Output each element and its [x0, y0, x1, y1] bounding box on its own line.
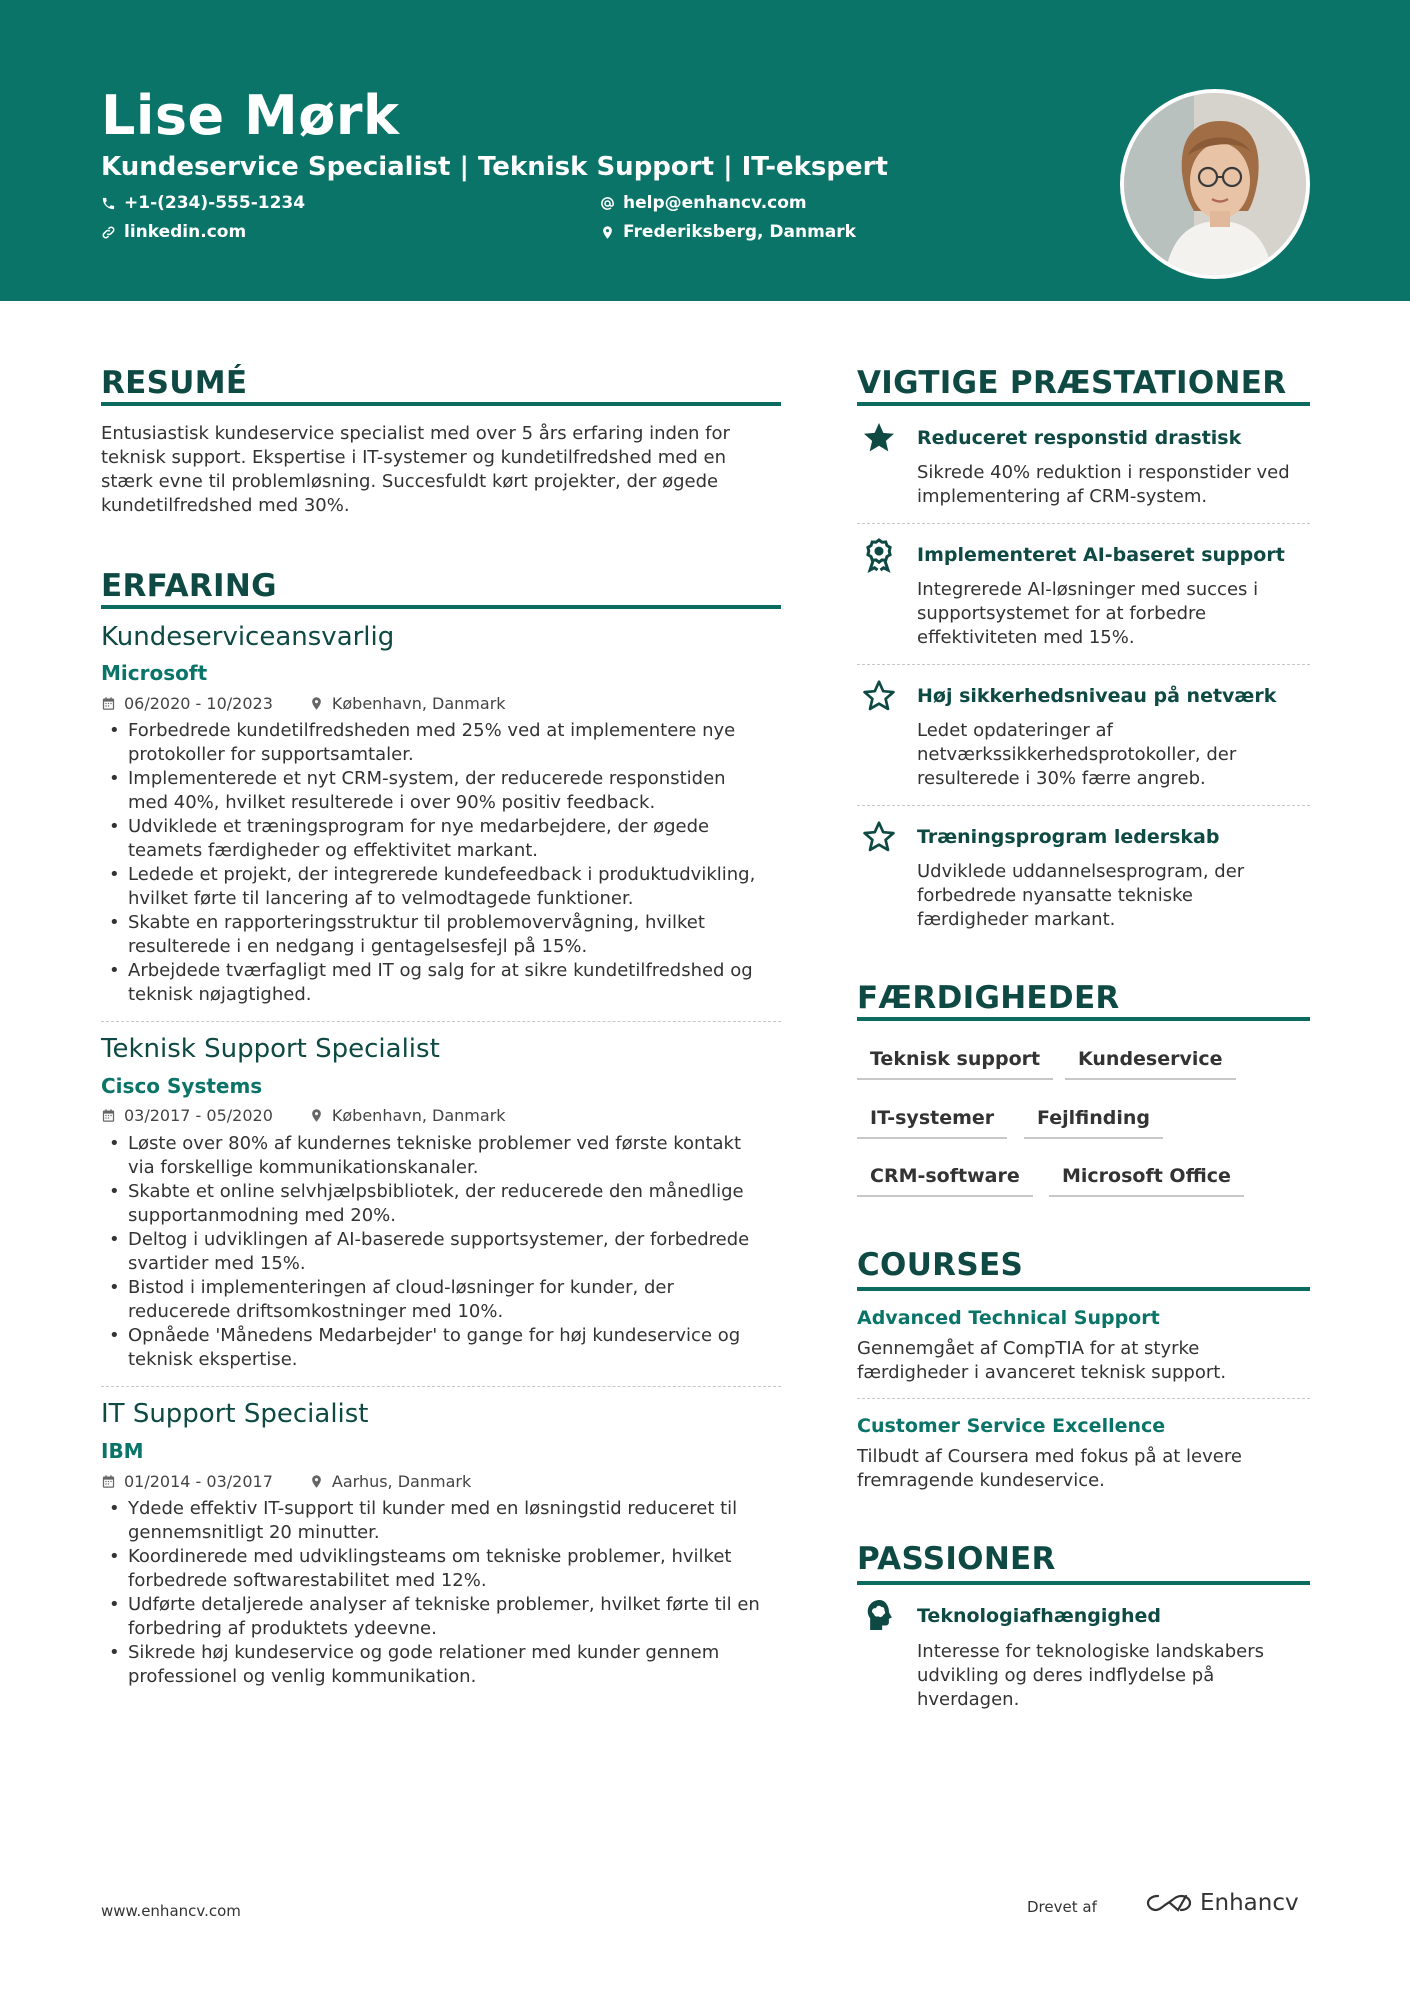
passion-desc: Interesse for teknologiske landskabers udvikling og deres indflydelse på hverdagen.: [917, 1641, 1264, 1710]
bullet-item: • Implementerede et nyt CRM-system, der reducerede responstiden med 40%, hvilket resulterede i over 90% positiv feedback.: [101, 767, 781, 815]
bullet-item: • Sikrede høj kundeservice og gode relationer med kunder gennem professionel og venlig kommunikation.: [101, 1641, 781, 1689]
summary-line: Entusiastisk kundeservice specialist med over 5 års erfaring inden for: [101, 423, 730, 444]
footer-powered-by: Drevet af: [1027, 1898, 1097, 1916]
enhancv-logo-icon: [1146, 1891, 1192, 1915]
job-bullets: [101, 1132, 781, 1372]
job-title: Teknisk Support Specialist: [101, 1034, 440, 1064]
contact-email[interactable]: [600, 193, 807, 213]
course-title: Advanced Technical Support: [857, 1307, 1160, 1329]
achievement-desc: Ledet opdateringer af netværkssikkerhedsprotokoller, der resulterede i 30% færre angreb.: [917, 720, 1237, 789]
calendar-icon: [101, 696, 116, 711]
job-location: København, Danmark: [331, 694, 506, 713]
contact-phone[interactable]: [101, 193, 305, 213]
achievement-title: Høj sikkerhedsniveau på netværk: [917, 685, 1277, 707]
phone-text: +1-(234)-555-1234: [124, 193, 306, 213]
location-pin-icon: [600, 225, 615, 240]
candidate-name: Lise Mørk: [101, 84, 400, 147]
job-divider: [101, 1386, 781, 1387]
bullet-item: • Udviklede et træningsprogram for nye medarbejdere, der øgede teamets færdigheder og effektivitet markant.: [101, 815, 781, 863]
courses-rule: [857, 1287, 1310, 1291]
phone-icon: [101, 196, 116, 211]
bullet-item: • Løste over 80% af kundernes tekniske problemer ved første kontakt via forskellige kommunikationskanaler.: [101, 1132, 781, 1180]
achievement-title: Træningsprogram lederskab: [917, 826, 1220, 848]
job-dates: 01/2014 - 03/2017: [124, 1472, 273, 1491]
job-title: Kundeserviceansvarlig: [101, 622, 395, 652]
job-bullets: [101, 719, 781, 1007]
skill-tag: Teknisk support: [857, 1048, 1053, 1080]
job-location: Aarhus, Danmark: [331, 1472, 472, 1491]
bullet-item: • Deltog i udviklingen af AI-baserede supportsystemer, der forbedrede svartider med 15%.: [101, 1228, 781, 1276]
brand-name: Enhancv: [1200, 1890, 1299, 1916]
calendar-icon: [101, 1108, 116, 1123]
star-outline-icon: [861, 678, 897, 714]
job-divider: [101, 1021, 781, 1022]
summary-line: stærk evne til problemløsning. Succesfuldt kørt projekter, der øgede: [101, 471, 719, 492]
summary-line: teknisk support. Ekspertise i IT-systemer og kundetilfredshed med en: [101, 447, 726, 468]
passion-title: Teknologiafhængighed: [917, 1605, 1161, 1627]
job-bullets: [101, 1497, 781, 1689]
skill-tag: Kundeservice: [1065, 1048, 1236, 1080]
email-text: help@enhancv.com: [623, 193, 807, 213]
profile-photo: [1120, 89, 1310, 279]
star-outline-icon: [861, 819, 897, 855]
job-meta: [101, 1106, 506, 1125]
summary-rule: [101, 402, 781, 406]
bullet-item: • Ledede et projekt, der integrerede kundefeedback i produktudvikling, hvilket førte til lancering af to velmodtagede funktioner.: [101, 863, 781, 911]
skill-tag: CRM-software: [857, 1165, 1033, 1197]
experience-heading: ERFARING: [101, 568, 277, 604]
job-company: Cisco Systems: [101, 1074, 263, 1098]
passions-rule: [857, 1581, 1310, 1585]
linkedin-text: linkedin.com: [124, 222, 247, 242]
bullet-item: • Koordinerede med udviklingsteams om tekniske problemer, hvilket forbedrede softwarestabilitet med 12%.: [101, 1545, 781, 1593]
bullet-item: • Opnåede 'Månedens Medarbejder' to gange for høj kundeservice og teknisk ekspertise.: [101, 1324, 781, 1372]
achievement-divider: [857, 664, 1310, 665]
location-pin-icon: [309, 1474, 324, 1489]
course-divider: [857, 1398, 1310, 1399]
course-desc: Gennemgået af CompTIA for at styrke færdigheder i avanceret teknisk support.: [857, 1338, 1227, 1383]
skill-tag: Microsoft Office: [1049, 1165, 1244, 1197]
achievements-rule: [857, 402, 1310, 406]
bullet-item: • Bistod i implementeringen af cloud-løsninger for kunder, der reducerede driftsomkostninger med 10%.: [101, 1276, 781, 1324]
award-ribbon-icon: [861, 537, 897, 573]
summary-line: kundetilfredshed med 30%.: [101, 495, 350, 516]
job-dates: 06/2020 - 10/2023: [124, 694, 273, 713]
achievement-divider: [857, 805, 1310, 806]
at-icon: [600, 196, 615, 211]
footer-website[interactable]: www.enhancv.com: [101, 1902, 241, 1920]
star-filled-icon: [861, 420, 897, 456]
skills-rule: [857, 1017, 1310, 1021]
skill-tag: Fejlfinding: [1024, 1107, 1163, 1139]
bullet-item: • Forbedrede kundetilfredsheden med 25% ved at implementere nye protokoller for supportsamtaler.: [101, 719, 781, 767]
achievement-divider: [857, 523, 1310, 524]
skills-heading: FÆRDIGHEDER: [857, 980, 1120, 1016]
job-meta: [101, 694, 506, 713]
head-brain-icon: [861, 1597, 897, 1633]
job-title: IT Support Specialist: [101, 1399, 369, 1429]
calendar-icon: [101, 1474, 116, 1489]
achievement-title: Implementeret AI-baseret support: [917, 544, 1285, 566]
contact-location: [600, 222, 856, 242]
achievements-heading: VIGTIGE PRÆSTATIONER: [857, 365, 1287, 401]
job-meta: [101, 1472, 471, 1491]
achievement-desc: Udviklede uddannelsesprogram, der forbedrede nyansatte tekniske færdigheder markant.: [917, 861, 1245, 930]
bullet-item: • Arbejdede tværfagligt med IT og salg for at sikre kundetilfredshed og teknisk nøjagtighed.: [101, 959, 781, 1007]
course-desc: Tilbudt af Coursera med fokus på at levere fremragende kundeservice.: [857, 1446, 1242, 1491]
contact-linkedin[interactable]: [101, 222, 246, 242]
passions-heading: PASSIONER: [857, 1541, 1056, 1577]
summary-text: [101, 422, 781, 518]
job-company: IBM: [101, 1439, 144, 1463]
location-text: Frederiksberg, Danmark: [623, 222, 856, 242]
footer-brand[interactable]: [1146, 1890, 1299, 1916]
bullet-item: • Skabte et online selvhjælpsbibliotek, der reducerede den månedlige supportanmodning med 20%.: [101, 1180, 781, 1228]
course-title: Customer Service Excellence: [857, 1415, 1166, 1437]
link-icon: [101, 225, 116, 240]
bullet-item: • Skabte en rapporteringsstruktur til problemovervågning, hvilket resulterede i en nedgang i gentagelsesfejl på 15%.: [101, 911, 781, 959]
location-pin-icon: [309, 1108, 324, 1123]
job-dates: 03/2017 - 05/2020: [124, 1106, 273, 1125]
bullet-item: • Udførte detaljerede analyser af tekniske problemer, hvilket førte til en forbedring af produktets ydeevne.: [101, 1593, 781, 1641]
courses-heading: COURSES: [857, 1247, 1024, 1283]
job-location: København, Danmark: [331, 1106, 506, 1125]
achievement-desc: Integrerede AI-løsninger med succes i supportsystemet for at forbedre effektiviteten med 15%.: [917, 579, 1259, 648]
skill-tag: IT-systemer: [857, 1107, 1007, 1139]
achievement-title: Reduceret responstid drastisk: [917, 427, 1242, 449]
candidate-subtitle: Kundeservice Specialist | Teknisk Support | IT-ekspert: [101, 152, 888, 182]
location-pin-icon: [309, 696, 324, 711]
bullet-item: • Ydede effektiv IT-support til kunder med en løsningstid reduceret til gennemsnitligt 20 minutter.: [101, 1497, 781, 1545]
experience-rule: [101, 605, 781, 609]
achievement-desc: Sikrede 40% reduktion i responstider ved implementering af CRM-system.: [917, 462, 1290, 507]
job-company: Microsoft: [101, 661, 208, 685]
summary-heading: RESUMÉ: [101, 365, 248, 401]
header-banner: [0, 0, 1410, 301]
